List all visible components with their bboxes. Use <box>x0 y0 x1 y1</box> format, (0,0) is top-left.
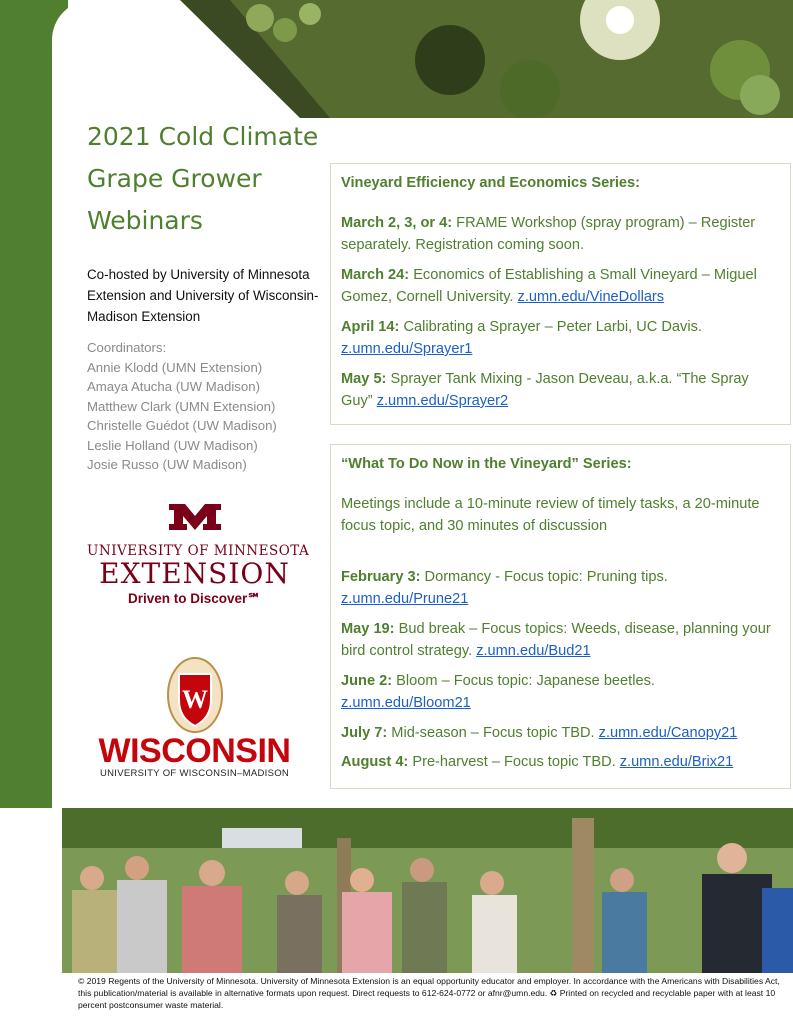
efficiency-series-box <box>330 163 791 425</box>
item-link[interactable]: z.umn.edu/Sprayer1 <box>341 341 473 357</box>
left-curve <box>52 0 92 808</box>
item-text: Sprayer Tank Mixing - Jason Deveau, a.k.a. “The Spray Guy” <box>341 370 749 409</box>
footer-legal: © 2019 Regents of the University of Minnesota. University of Minnesota Extension is an equal opportunity educator and employer. In accordance with the Americans with Disabilities Act, this publication/material is available in alternative formats upon request. Direct requests to 612-624-0772 or afnr@umn.edu. ♻ Printed on recycled and recyclable paper with at least 10 percent postconsumer waste material. <box>78 976 780 1010</box>
item-link[interactable]: z.umn.edu/VineDollars <box>517 289 665 305</box>
umn-tagline: Driven to Discover℠ <box>127 591 262 606</box>
item-date: May 19: <box>341 620 395 637</box>
umn-line2: EXTENSION <box>99 557 290 590</box>
item-link[interactable]: z.umn.edu/Prune21 <box>341 591 469 607</box>
coordinator-name: Amaya Atucha (UW Madison) <box>87 379 260 394</box>
series2-item <box>341 751 780 774</box>
item-date: March 2, 3, or 4: <box>341 214 453 231</box>
series1-item <box>341 264 780 309</box>
item-link[interactable]: z.umn.edu/Sprayer2 <box>376 393 509 409</box>
series1-item <box>341 316 780 361</box>
item-date: May 5: <box>341 370 387 387</box>
what-to-do-series-box <box>330 444 791 789</box>
series1-heading: Vineyard Efficiency and Economics Series: <box>341 175 641 191</box>
umn-m-icon <box>169 504 221 530</box>
uw-subtitle: UNIVERSITY OF WISCONSIN–MADISON <box>99 768 290 779</box>
uw-name: WISCONSIN <box>98 732 291 770</box>
item-date: February 3: <box>341 568 421 585</box>
series2-item <box>341 722 780 745</box>
coordinators-list <box>87 338 327 475</box>
item-text: Bloom – Focus topic: Japanese beetles. <box>392 672 655 689</box>
item-date: April 14: <box>341 318 400 335</box>
item-link[interactable]: z.umn.edu/Canopy21 <box>598 724 738 741</box>
item-text: Mid-season – Focus topic TBD. <box>387 724 599 741</box>
uw-madison-logo <box>87 656 302 781</box>
page-title: 2021 Cold Climate Grape Grower Webinars <box>87 122 319 235</box>
series2-item <box>341 618 780 663</box>
item-text: Pre-harvest – Focus topic TBD. <box>408 754 620 770</box>
uw-crest-icon <box>167 656 223 734</box>
item-text: Bud break – Focus topics: Weeds, disease, planning your bird control strategy. <box>341 620 771 659</box>
item-link[interactable]: z.umn.edu/Brix21 <box>619 754 734 770</box>
series2-item <box>341 566 780 611</box>
item-text: Calibrating a Sprayer – Peter Larbi, UC Davis. <box>399 318 702 335</box>
item-link[interactable]: z.umn.edu/Bud21 <box>476 643 591 659</box>
svg-text:W: W <box>181 685 208 714</box>
series2-intro: Meetings include a 10-minute review of timely tasks, a 20-minute focus topic, and 30 minutes of discussion <box>341 495 760 534</box>
coordinators-heading: Coordinators: <box>87 340 167 355</box>
umn-line1: UNIVERSITY OF MINNESOTA <box>87 543 310 559</box>
umn-extension-logo <box>87 504 310 614</box>
item-date: June 2: <box>341 672 393 689</box>
series1-item <box>341 212 780 257</box>
item-date: March 24: <box>341 266 410 283</box>
item-text: Economics of Establishing a Small Vineyard – Miguel Gomez, Cornell University. <box>341 266 757 305</box>
coordinator-name: Matthew Clark (UMN Extension) <box>87 398 276 414</box>
item-text: FRAME Workshop (spray program) – Register separately. Registration coming soon. <box>341 214 756 253</box>
item-text: Dormancy - Focus topic: Pruning tips. <box>420 568 668 585</box>
coordinator-name: Leslie Holland (UW Madison) <box>87 437 258 453</box>
series2-item <box>341 670 780 715</box>
coordinator-name: Christelle Guédot (UW Madison) <box>87 418 277 433</box>
series2-heading: “What To Do Now in the Vineyard” Series: <box>341 456 632 472</box>
coordinator-name: Josie Russo (UW Madison) <box>87 457 247 472</box>
vineyard-group-photo <box>62 808 793 973</box>
series1-item <box>341 368 780 413</box>
cohost-text: Co-hosted by University of Minnesota Extension and University of Wisconsin-Madison Extension <box>87 267 319 324</box>
item-date: July 7: <box>341 724 388 741</box>
coordinator-name: Annie Klodd (UMN Extension) <box>87 359 263 375</box>
item-link[interactable]: z.umn.edu/Bloom21 <box>341 695 471 711</box>
grape-vine-photo <box>0 0 793 118</box>
item-date: August 4: <box>341 754 409 770</box>
